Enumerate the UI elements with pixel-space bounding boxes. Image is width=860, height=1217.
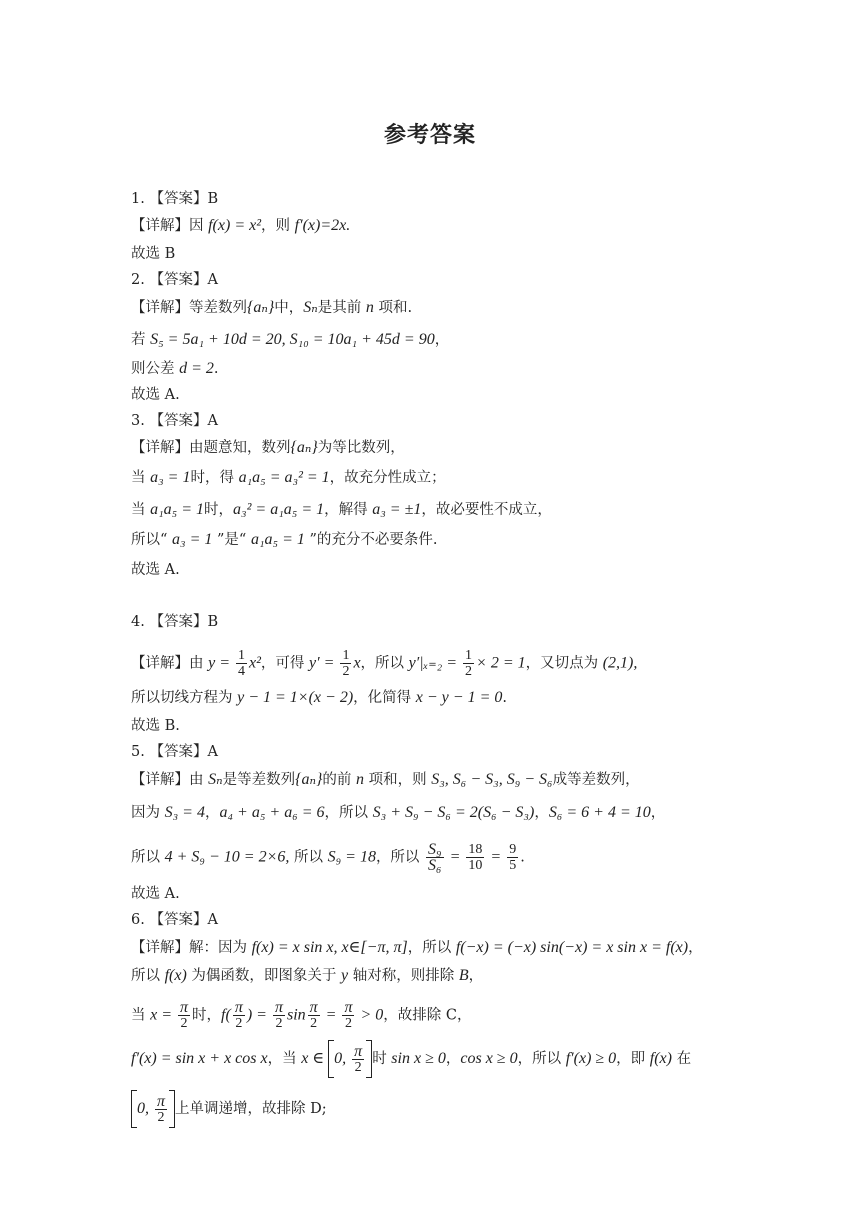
answer-4-detail: 【详解】由 y = $\frac{1}{4}$ x²，可得 y′ = $\frac{1}{2}$ x，所以 y′|ₓ₌₂ = $\frac{1}{2}$ × 2 = 1，又切点为 (2,1), [131,648,638,679]
answer-3-detail: 【详解】由题意知，数列{aₙ}为等比数列， [131,439,405,456]
answer-5-choice: 故选 A. [131,886,180,902]
answer-5-label: 5. 【答案】A [131,744,218,760]
answer-3-conclusion: 所以“ a₃ = 1 ”是“ a₁a₅ = 1 ”的充分不必要条件. [131,531,438,548]
answer-2-label: 2. 【答案】A [131,272,218,288]
answer-5-detail: 【详解】由 Sₙ是等差数列{aₙ}的前 n 项和，则 S₃, S₆ − S₃, S₉ − S₆成等差数列， [131,771,640,788]
answer-3-choice: 故选 A. [131,562,180,578]
answer-1-choice: 故选 B [131,246,176,262]
answer-2-result: 则公差 d = 2. [131,360,219,377]
answer-5-given: 因为 S₃ = 4，a₄ + a₅ + a₆ = 6，所以 S₃ + S₉ − S₆ = 2(S₆ − S₃)，S₆ = 6 + 4 = 10， [131,804,666,821]
answer-3-label: 3. 【答案】A [131,413,218,429]
answer-6-even: 所以 f(x) 为偶函数，即图象关于 y 轴对称，则排除 B， [131,967,484,984]
page-title: 参考答案 [383,123,476,148]
answer-4-choice: 故选 B. [131,718,180,734]
answer-6-label: 6. 【答案】A [131,912,218,928]
answer-4-label: 4. 【答案】B [131,614,219,630]
answer-3-necessity: 当 a₁a₅ = 1时，a₃² = a₁a₅ = 1，解得 a₃ = ±1，故必要性不成立， [131,501,552,518]
answer-5-result: 所以 4 + S₉ − 10 = 2×6, 所以 S₉ = 18，所以 $\frac{\text{S₉}}{\text{S₆}}$ = $\frac{18}{10}$ = $\frac{9}{5}$ . [131,841,525,874]
answer-6-detail: 【详解】解：因为 f(x) = x sin x, x∈[−π, π]，所以 f(−x) = (−x) sin(−x) = x sin x = f(x)， [131,939,703,956]
answer-2-choice: 故选 A. [131,387,180,403]
answer-1-label: 1. 【答案】B [131,191,219,207]
answer-6-monotonic: 0, $\frac{\pi}{2}$ 上单调递增，故排除 D; [131,1090,327,1128]
answer-1-detail: 【详解】因 f(x) = x²，则 f′(x)=2x. [131,217,351,234]
answer-6-derivative: f′(x) = sin x + x cos x，当 x ∈ 0, $\frac{\pi}{2}$ 时 sin x ≥ 0，cos x ≥ 0，所以 f′(x) ≥ 0，即 f(x) 在 [131,1040,691,1078]
answer-6-exclude-c: 当 x = $\frac{\pi}{2}$ 时，f( $\frac{\pi}{2}$ ) = $\frac{\pi}{2}$ sin $\frac{\pi}{2}$ = $\frac{\pi}{2}$ > 0，故排除 C， [131,999,472,1031]
answer-4-tangent: 所以切线方程为 y − 1 = 1×(x − 2)，化简得 x − y − 1 = 0. [131,689,507,706]
answer-2-detail: 【详解】等差数列{aₙ}中，Sₙ是其前 n 项和. [131,299,413,316]
answer-2-equation: 若 S₅ = 5a₁ + 10d = 20, S₁₀ = 10a₁ + 45d = 90， [131,331,450,348]
answer-3-sufficiency: 当 a₃ = 1时，得 a₁a₅ = a₃² = 1，故充分性成立； [131,469,446,486]
